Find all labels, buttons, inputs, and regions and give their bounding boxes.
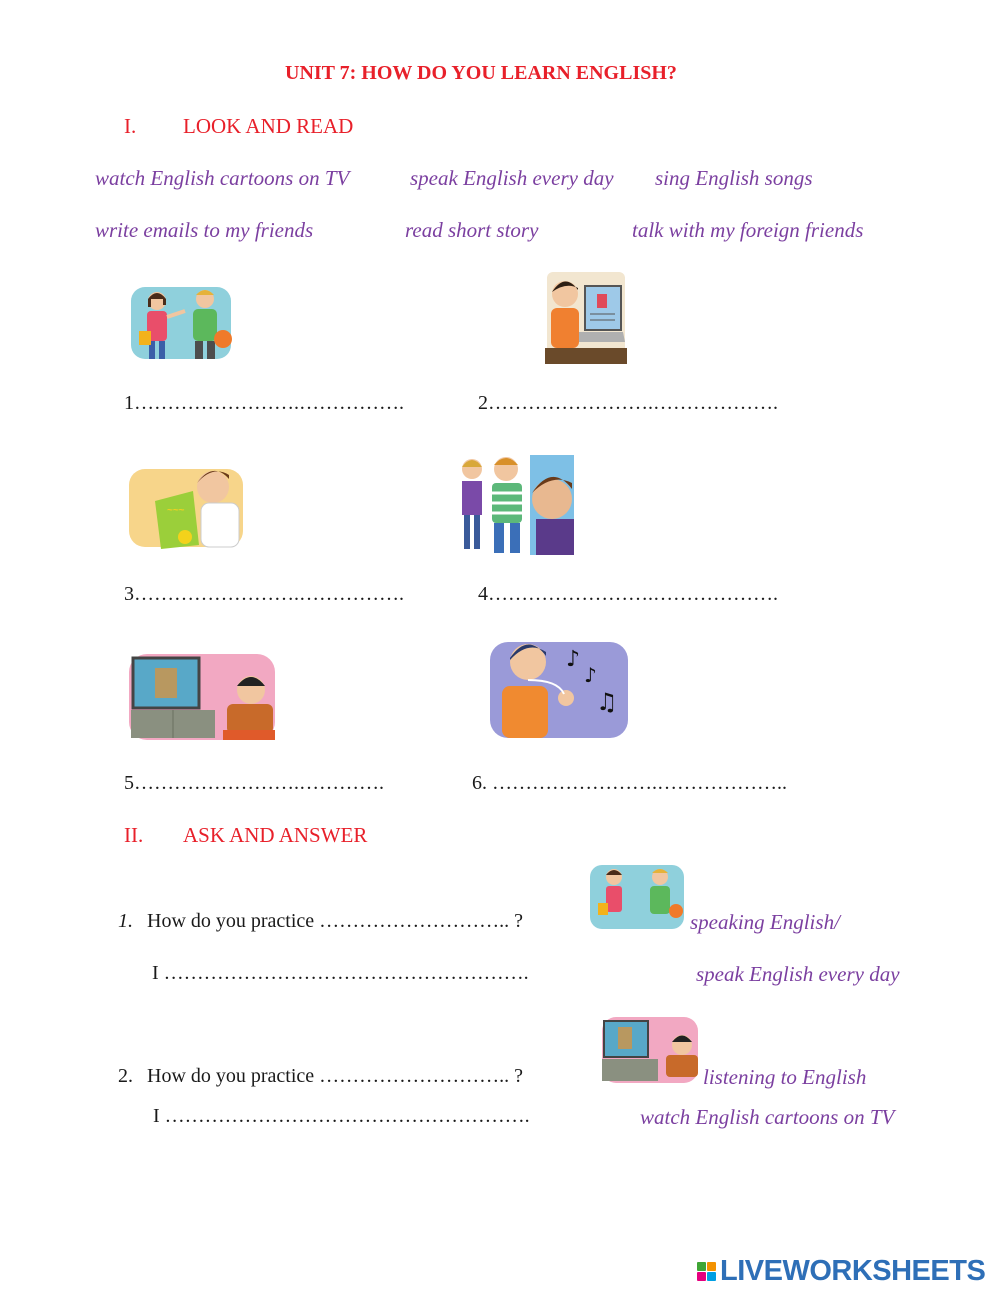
answer-blank-2[interactable]: 2…………………….………………. — [478, 392, 778, 414]
reading-book-illustration — [127, 461, 247, 551]
section1-title: LOOK AND READ — [183, 114, 354, 138]
answer-1-hint: speak English every day — [696, 962, 900, 986]
word-bank-item: write emails to my friends — [95, 218, 314, 242]
word-bank-item: speak English every day — [410, 166, 614, 190]
singing-songs-illustration — [488, 636, 630, 742]
page-title: UNIT 7: HOW DO YOU LEARN ENGLISH? — [285, 62, 677, 84]
book-cover-text: ~~~ — [167, 505, 185, 516]
section1-number: I. — [124, 114, 137, 138]
music-note-icon: ♪ — [584, 663, 597, 687]
answer-2-hint: watch English cartoons on TV — [640, 1105, 895, 1129]
question-2-number: 2. — [118, 1065, 133, 1087]
section2-number: II. — [124, 823, 144, 847]
word-bank-item: read short story — [405, 218, 539, 242]
answer-blank-3[interactable]: 3…………………….……………. — [124, 583, 404, 605]
music-note-icon: ♫ — [596, 688, 618, 716]
question-2-hint: listening to English — [703, 1065, 867, 1089]
section2-title: ASK AND ANSWER — [183, 823, 368, 847]
word-bank-item: talk with my foreign friends — [632, 218, 864, 242]
answer-blank-5[interactable]: 5…………………….…………. — [124, 772, 384, 794]
foreign-friends-illustration — [460, 453, 574, 557]
logo-blocks-icon — [697, 1262, 716, 1281]
answer-blank-1[interactable]: 1…………………….……………. — [124, 392, 404, 414]
question-1-number: 1. — [118, 910, 133, 932]
music-note-icon: ♪ — [566, 647, 581, 672]
word-bank-item: sing English songs — [655, 166, 813, 190]
watching-tv-illustration — [127, 650, 277, 744]
talking-kids-thumbnail — [588, 863, 686, 931]
liveworksheets-logo[interactable] — [697, 1253, 985, 1289]
watching-tv-thumbnail — [600, 1015, 700, 1085]
answer-blank-4[interactable]: 4…………………….………………. — [478, 583, 778, 605]
answer-1-line[interactable]: I ………………………………………………. — [152, 962, 529, 984]
word-bank-item: watch English cartoons on TV — [95, 166, 350, 190]
answer-2-line[interactable]: I ………………………………………………. — [153, 1105, 530, 1127]
question-1-text[interactable]: How do you practice ……………………….. ? — [147, 910, 524, 932]
computer-email-illustration — [545, 270, 627, 364]
talking-kids-illustration — [127, 283, 235, 363]
question-1-hint: speaking English/ — [690, 910, 840, 934]
answer-blank-6[interactable]: 6. …………………….……………….. — [472, 772, 787, 794]
brand-name: LIVEWORKSHEETS — [720, 1254, 986, 1287]
question-2-text[interactable]: How do you practice ……………………….. ? — [147, 1065, 524, 1087]
